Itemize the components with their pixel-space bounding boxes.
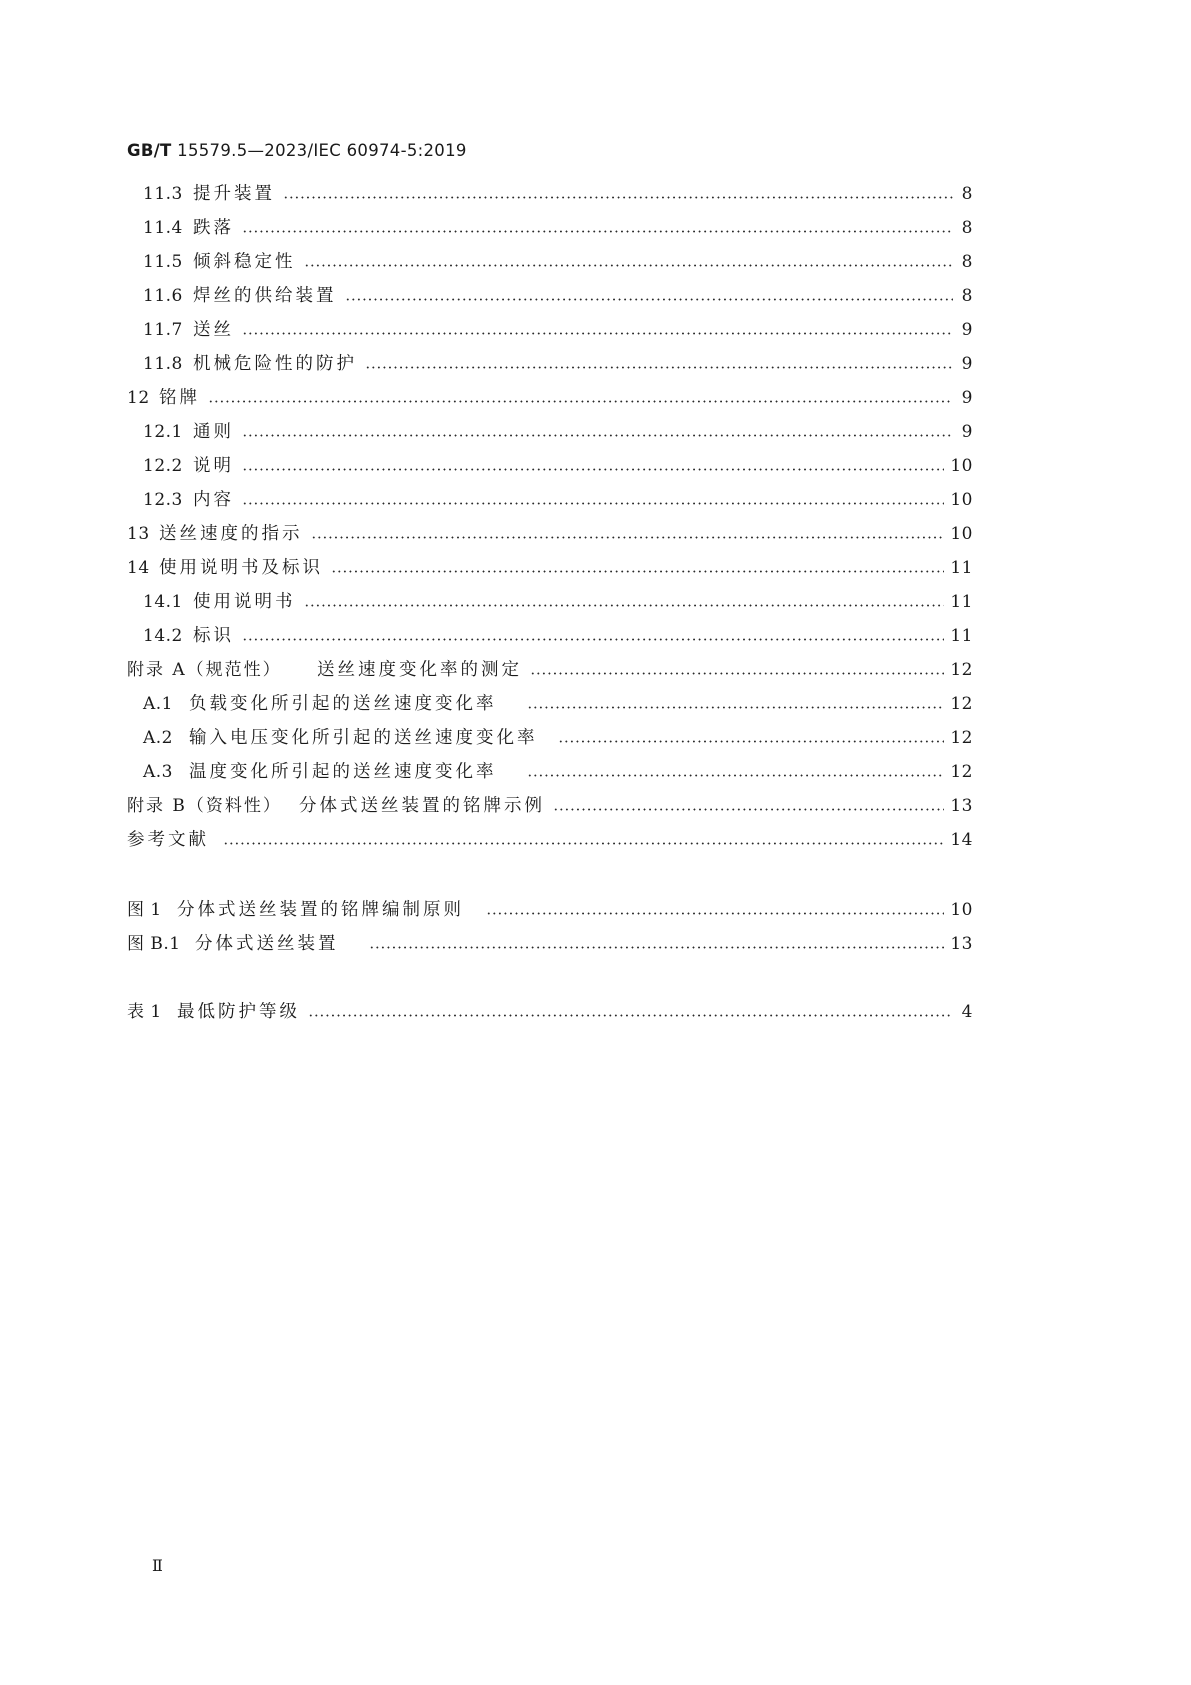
toc-entry-title: 内容 — [193, 490, 234, 510]
toc-entry-title: 提升装置 — [193, 184, 275, 204]
toc-entry-number: 11.5 — [143, 252, 183, 272]
dot-leader — [242, 230, 953, 233]
page-number-roman: Ⅱ — [152, 1556, 163, 1575]
toc-entry[interactable] — [143, 624, 973, 648]
standard-header — [127, 141, 467, 160]
dot-leader — [242, 434, 953, 437]
dot-leader — [208, 400, 953, 403]
toc-entry-page: 11 — [950, 558, 973, 578]
toc-entry-number: 附录 B（资料性） — [127, 796, 282, 816]
toc-entry-title: 分体式送丝装置 — [195, 934, 339, 954]
toc-entry-title: 跌落 — [193, 218, 234, 238]
toc-entry[interactable] — [143, 726, 973, 750]
toc-entry[interactable] — [143, 420, 973, 444]
toc-entry-page: 10 — [950, 900, 973, 920]
toc-entry[interactable] — [143, 182, 973, 206]
toc-entry[interactable] — [143, 454, 973, 478]
toc-entry-number: 14 — [127, 558, 150, 578]
toc-entry-page: 9 — [961, 320, 973, 340]
toc-entry-page: 12 — [950, 762, 973, 782]
toc-entry-title: 使用说明书及标识 — [159, 558, 323, 578]
dot-leader — [530, 672, 944, 675]
toc-entry-annex[interactable] — [127, 658, 973, 682]
toc-entry-page: 12 — [950, 694, 973, 714]
toc-entry-page: 11 — [950, 626, 973, 646]
toc-entry-number: 表 1 — [127, 1002, 162, 1022]
dot-leader — [304, 264, 954, 267]
dot-leader — [242, 502, 944, 505]
dot-leader — [527, 706, 945, 709]
toc-entry-annex[interactable] — [127, 794, 973, 818]
toc-entry-references[interactable] — [127, 828, 973, 852]
toc-entry-number: 13 — [127, 524, 150, 544]
toc-entry-title: 温度变化所引起的送丝速度变化率 — [189, 762, 497, 782]
toc-entry[interactable] — [143, 318, 973, 342]
toc-entry[interactable] — [127, 522, 973, 546]
toc-entry-title: 输入电压变化所引起的送丝速度变化率 — [189, 728, 538, 748]
toc-entry-title: 送丝 — [193, 320, 234, 340]
dot-leader — [558, 740, 945, 743]
toc-entry-page: 13 — [950, 796, 973, 816]
toc-entry-title: 最低防护等级 — [177, 1002, 300, 1022]
toc-entry-number: 图 1 — [127, 900, 162, 920]
toc-entry-number: 附录 A（规范性） — [127, 660, 282, 680]
standard-code-prefix: GB/T — [127, 141, 172, 160]
toc-entry-title: 分体式送丝装置的铭牌示例 — [299, 796, 545, 816]
toc-entry-number: A.3 — [143, 762, 173, 782]
toc-entry[interactable] — [143, 488, 973, 512]
toc-entry-title: 送丝速度的指示 — [159, 524, 303, 544]
toc-entry-page: 12 — [950, 728, 973, 748]
dot-leader — [308, 1014, 953, 1017]
toc-entry-title: 焊丝的供给装置 — [193, 286, 337, 306]
toc-entry-number: 14.1 — [143, 592, 183, 612]
toc-entry-title: 参考文献 — [127, 830, 209, 850]
toc-entry-number: 12 — [127, 388, 150, 408]
toc-entry-title: 机械危险性的防护 — [193, 354, 357, 374]
dot-leader — [311, 536, 945, 539]
toc-entry-number: 12.2 — [143, 456, 183, 476]
dot-leader — [242, 332, 953, 335]
toc-table-entry[interactable] — [127, 1000, 973, 1024]
toc-entry-page: 12 — [950, 660, 973, 680]
dot-leader — [283, 196, 953, 199]
dot-leader — [331, 570, 944, 573]
standard-number: 15579.5—2023/IEC 60974-5:2019 — [171, 141, 467, 160]
toc-entry-title: 说明 — [193, 456, 234, 476]
dot-leader — [369, 946, 945, 949]
toc-entry-number: A.1 — [143, 694, 173, 714]
toc-entry-number: A.2 — [143, 728, 173, 748]
dot-leader — [304, 604, 945, 607]
toc-entry-page: 10 — [950, 456, 973, 476]
toc-entry-number: 12.1 — [143, 422, 183, 442]
toc-entry-page: 10 — [950, 524, 973, 544]
toc-entry-page: 11 — [950, 592, 973, 612]
toc-entry-number: 11.7 — [143, 320, 183, 340]
toc-entry-title: 负载变化所引起的送丝速度变化率 — [189, 694, 497, 714]
toc-entry-page: 13 — [950, 934, 973, 954]
toc-entry-number: 图 B.1 — [127, 934, 181, 954]
toc-entry[interactable] — [143, 760, 973, 784]
toc-entry[interactable] — [143, 692, 973, 716]
dot-leader — [242, 468, 944, 471]
toc-entry[interactable] — [143, 590, 973, 614]
toc-entry-page: 9 — [961, 422, 973, 442]
toc-entry-number: 12.3 — [143, 490, 183, 510]
toc-figure-entry[interactable] — [127, 932, 973, 956]
dot-leader — [527, 774, 945, 777]
dot-leader — [345, 298, 954, 301]
toc-entry-number: 11.6 — [143, 286, 183, 306]
toc-entry-page: 8 — [961, 218, 973, 238]
toc-entry-page: 9 — [961, 388, 973, 408]
dot-leader — [242, 638, 944, 641]
toc-entry-title: 送丝速度变化率的测定 — [317, 660, 522, 680]
toc-entry-page: 4 — [961, 1002, 973, 1022]
toc-entry-number: 11.8 — [143, 354, 183, 374]
dot-leader — [553, 808, 944, 811]
toc-entry-title: 铭牌 — [159, 388, 200, 408]
toc-entry[interactable] — [127, 556, 973, 580]
toc-entry-title: 分体式送丝装置的铭牌编制原则 — [177, 900, 464, 920]
toc-entry-title: 通则 — [193, 422, 234, 442]
toc-entry-page: 8 — [961, 252, 973, 272]
toc-entry-page: 8 — [961, 286, 973, 306]
toc-entry[interactable] — [143, 284, 973, 308]
toc-entry[interactable] — [143, 352, 973, 376]
dot-leader — [365, 366, 953, 369]
dot-leader — [223, 842, 944, 845]
toc-entry-title: 倾斜稳定性 — [193, 252, 296, 272]
toc-entry-page: 8 — [961, 184, 973, 204]
dot-leader — [486, 912, 944, 915]
toc-entry-number: 11.3 — [143, 184, 183, 204]
toc-entry-number: 11.4 — [143, 218, 183, 238]
toc-entry[interactable] — [143, 216, 973, 240]
toc-entry-page: 14 — [950, 830, 973, 850]
toc-entry[interactable] — [143, 250, 973, 274]
toc-figure-entry[interactable] — [127, 898, 973, 922]
toc-entry-title: 使用说明书 — [193, 592, 296, 612]
toc-entry-page: 10 — [950, 490, 973, 510]
toc-entry-number: 14.2 — [143, 626, 183, 646]
toc-entry[interactable] — [127, 386, 973, 410]
toc-entry-title: 标识 — [193, 626, 234, 646]
toc-entry-page: 9 — [961, 354, 973, 374]
